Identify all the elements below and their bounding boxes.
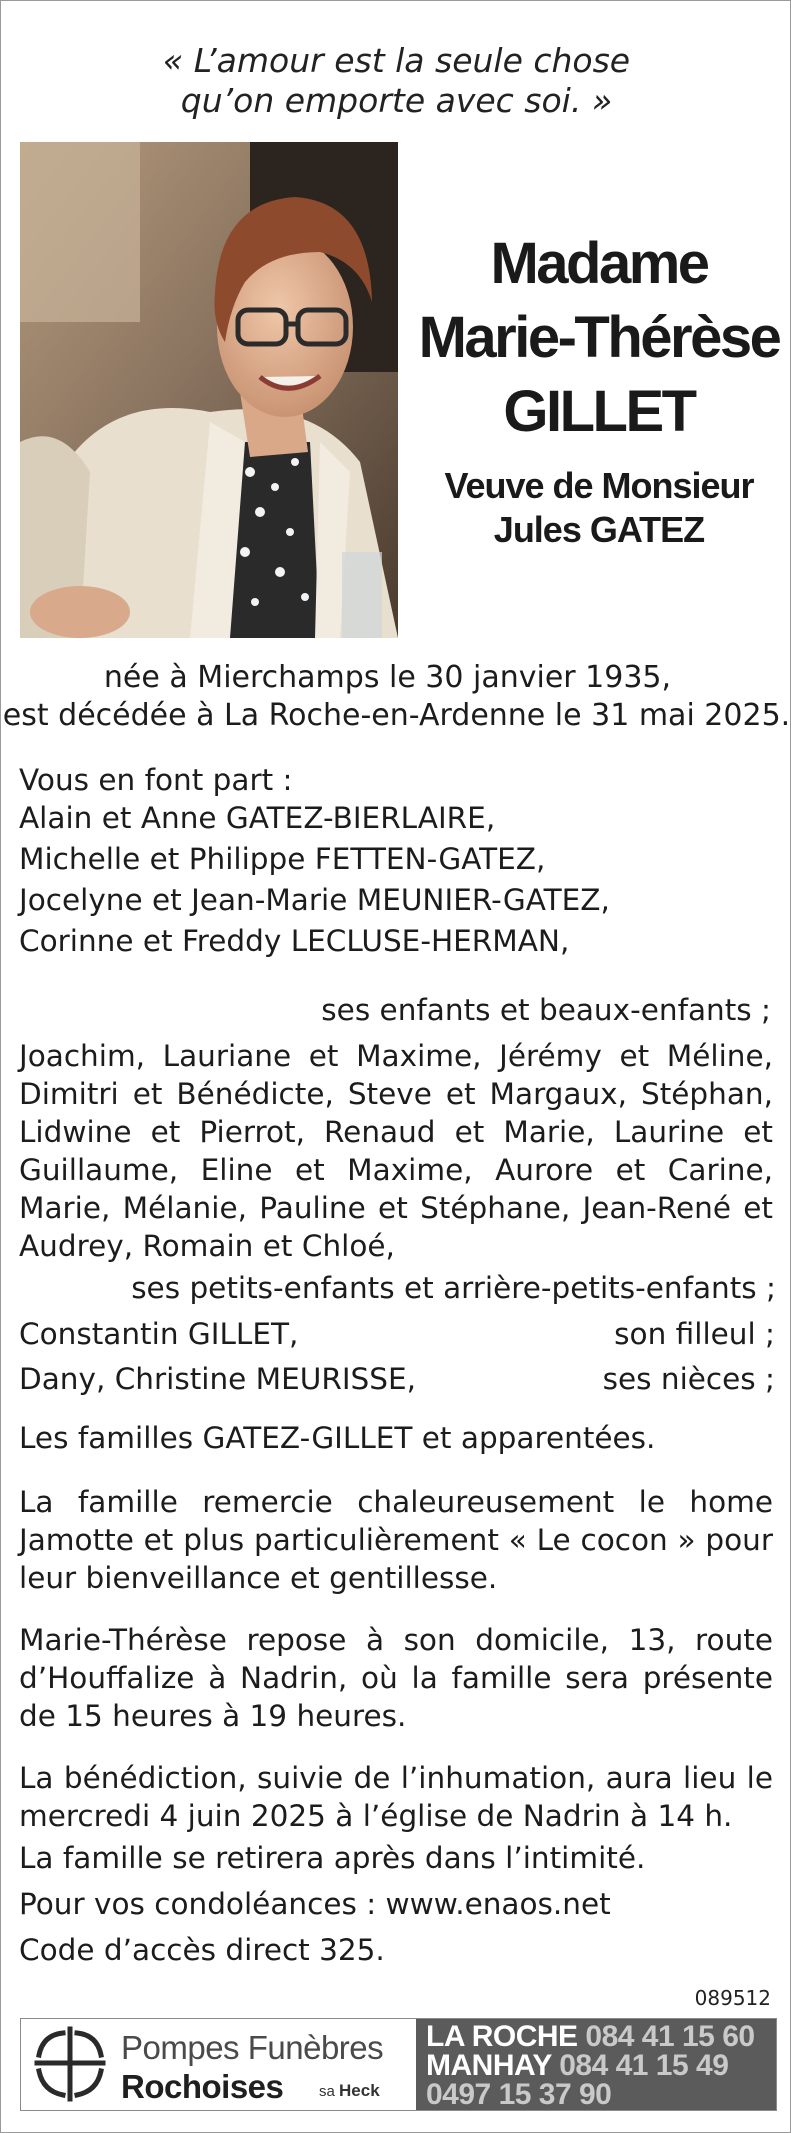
brand-line-1: Pompes Funèbres <box>121 2029 384 2066</box>
godson-role: son filleul ; <box>614 1317 775 1351</box>
death-line: est décédée à La Roche-en-Ardenne le 31 mai 2025. <box>2 698 791 733</box>
birth-death-dates <box>1 659 791 735</box>
list-item: Corinne et Freddy LECLUSE-HERMAN, <box>19 924 570 958</box>
widow-of <box>406 464 791 552</box>
contact-phones <box>416 2019 776 2110</box>
contact-phone: 084 41 15 60 <box>585 2020 755 2053</box>
children-role: ses enfants et beaux-enfants ; <box>321 993 771 1027</box>
name-title: Madame <box>490 231 708 296</box>
families-line: Les familles GATEZ-GILLET et apparentées. <box>19 1421 656 1455</box>
name-surname: GILLET <box>503 379 695 444</box>
brand-line-2: Rochoises <box>121 2068 284 2105</box>
children-list <box>19 799 610 963</box>
widow-line: Veuve de Monsieur <box>444 465 754 506</box>
epigraph-quote <box>1 41 791 121</box>
grandchildren-role: ses petits-enfants et arrière-petits-enfants ; <box>131 1271 776 1305</box>
nieces-role: ses nièces ; <box>602 1362 775 1396</box>
ceremony-paragraph: La bénédiction, suivie de l’inhumation, aura lieu le mercredi 4 juin 2025 à l’église de Nadrin à 14 h. <box>19 1761 773 1833</box>
list-item: Alain et Anne GATEZ-BIERLAIRE, <box>19 801 496 835</box>
brand-sa: sa <box>319 2083 335 2100</box>
portrait-illustration <box>20 142 398 638</box>
wake-paragraph: Marie-Thérèse repose à son domicile, 13, route d’Houffalize à Nadrin, où la famille sera présente de 15 heures à 19 heures. <box>19 1623 773 1733</box>
brand-owner: Heck <box>339 2081 380 2100</box>
godson-row <box>19 1315 775 1353</box>
retire-line: La famille se retirera après dans l’intimité. <box>19 1841 646 1875</box>
widow-line: Jules GATEZ <box>493 509 705 550</box>
grandchildren-list: Joachim, Lauriane et Maxime, Jérémy et Méline, Dimitri et Bénédicte, Steve et Margaux, Stéphan, Lidwine et Pierrot, Renaud et Marie, Laurine et Guillaume, Eline et Maxime, Aurore et Carine, Marie, Mélanie, Pauline et Stéphane, Jean-René et Audrey, Romain et Chloé, <box>19 1039 773 1263</box>
reference-number: 089512 <box>694 1986 771 2010</box>
quote-line: qu’on emporte avec soi. » <box>180 81 613 120</box>
condolences-line: Pour vos condoléances : www.enaos.net <box>19 1887 611 1921</box>
funeral-home-banner <box>20 2018 777 2111</box>
announcement-intro: Vous en font part : <box>19 763 293 797</box>
thanks-paragraph: La famille remercie chaleureusement le home Jamotte et plus particulièrement « Le cocon » pour leur bienveillance et gentillesse. <box>19 1485 773 1595</box>
deceased-name <box>406 227 791 449</box>
contact-row <box>426 2022 776 2051</box>
portrait-photo <box>20 142 398 638</box>
list-item: Michelle et Philippe FETTEN-GATEZ, <box>19 842 546 876</box>
godson-name: Constantin GILLET, <box>19 1317 299 1351</box>
contact-place: MANHAY <box>426 2049 552 2082</box>
list-item: Jocelyne et Jean-Marie MEUNIER-GATEZ, <box>19 883 610 917</box>
nieces-name: Dany, Christine MEURISSE, <box>19 1362 417 1396</box>
brand-suffix <box>319 2081 380 2101</box>
name-given: Marie-Thérèse <box>418 305 780 370</box>
quote-line: « L’amour est la seule chose <box>162 41 631 80</box>
contact-row <box>426 2080 776 2109</box>
birth-line: née à Mierchamps le 30 janvier 1935, <box>103 660 672 695</box>
contact-phone: 0497 15 37 90 <box>426 2078 612 2111</box>
contact-row <box>426 2051 776 2080</box>
contact-place: LA ROCHE <box>426 2020 578 2053</box>
access-code-line: Code d’accès direct 325. <box>19 1933 385 1967</box>
nieces-row <box>19 1360 775 1398</box>
funeral-home-logo <box>21 2019 416 2110</box>
cross-logo-icon <box>31 2025 109 2103</box>
contact-phone: 084 41 15 49 <box>559 2049 729 2082</box>
